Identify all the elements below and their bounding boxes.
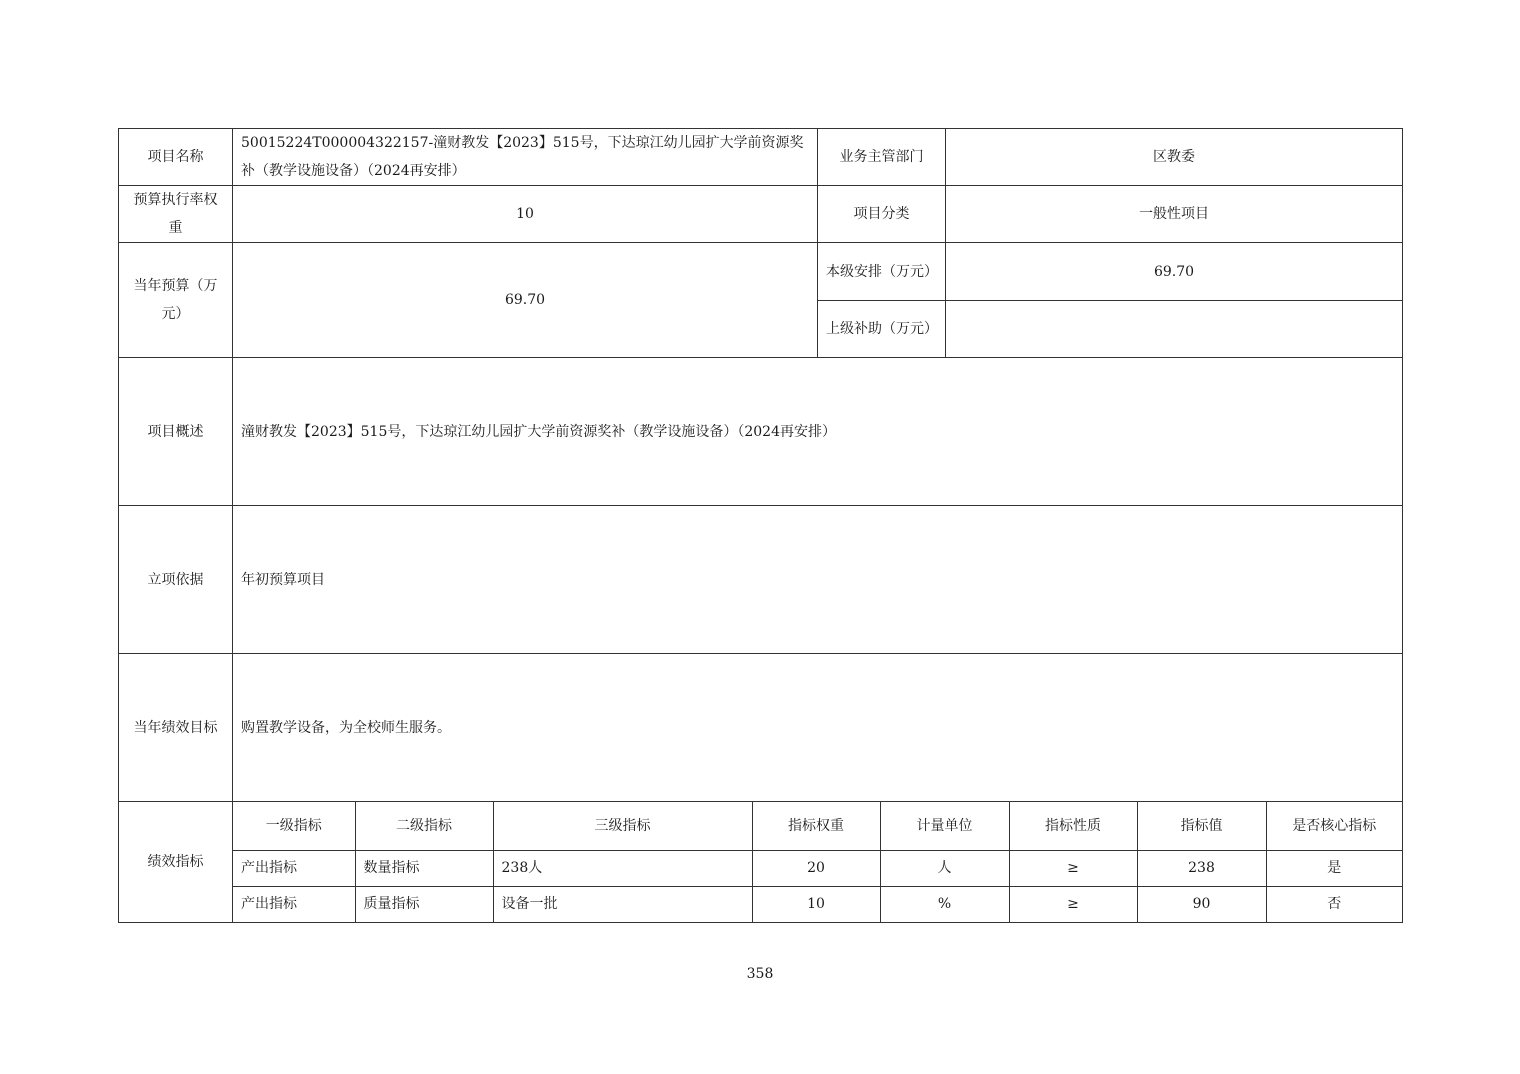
row-overview <box>119 358 1403 506</box>
indicators-header-row <box>233 802 1402 850</box>
row-project-name <box>119 129 1403 186</box>
exec-weight-value: 10 <box>233 186 818 243</box>
cell-level3: 设备一批 <box>493 886 752 922</box>
dept-label: 业务主管部门 <box>818 129 946 186</box>
cell-unit: % <box>880 886 1009 922</box>
budget-value: 69.70 <box>233 243 818 358</box>
row-basis <box>119 506 1403 654</box>
row-exec-weight <box>119 186 1403 243</box>
cell-core: 是 <box>1266 850 1402 886</box>
row-budget <box>119 243 1403 301</box>
indicators-label: 绩效指标 <box>119 802 233 923</box>
cell-level2: 质量指标 <box>355 886 493 922</box>
cell-value: 90 <box>1137 886 1266 922</box>
cell-value: 238 <box>1137 850 1266 886</box>
cell-level2: 数量指标 <box>355 850 493 886</box>
page-number: 358 <box>746 966 774 982</box>
header-core: 是否核心指标 <box>1266 802 1402 850</box>
goal-value: 购置教学设备，为全校师生服务。 <box>233 654 1403 802</box>
cell-weight: 20 <box>752 850 880 886</box>
basis-label: 立项依据 <box>119 506 233 654</box>
header-unit: 计量单位 <box>880 802 1009 850</box>
row-indicators <box>119 802 1403 923</box>
local-label: 本级安排（万元） <box>818 243 946 301</box>
header-level3: 三级指标 <box>493 802 752 850</box>
header-value: 指标值 <box>1137 802 1266 850</box>
cell-level3: 238人 <box>493 850 752 886</box>
indicators-table <box>233 802 1402 922</box>
table-row <box>233 886 1402 922</box>
header-level2: 二级指标 <box>355 802 493 850</box>
basis-value: 年初预算项目 <box>233 506 1403 654</box>
cell-weight: 10 <box>752 886 880 922</box>
project-name-label: 项目名称 <box>119 129 233 186</box>
exec-weight-label: 预算执行率权重 <box>119 186 233 243</box>
goal-label: 当年绩效目标 <box>119 654 233 802</box>
indicators-cell <box>233 802 1403 923</box>
overview-label: 项目概述 <box>119 358 233 506</box>
upper-value <box>946 301 1403 358</box>
row-goal <box>119 654 1403 802</box>
header-level1: 一级指标 <box>233 802 355 850</box>
category-label: 项目分类 <box>818 186 946 243</box>
dept-value: 区教委 <box>946 129 1403 186</box>
cell-core: 否 <box>1327 896 1342 913</box>
upper-label: 上级补助（万元） <box>818 301 946 358</box>
budget-label: 当年预算（万元） <box>119 243 233 358</box>
overview-value: 潼财教发【2023】515号，下达琼江幼儿园扩大学前资源奖补（教学设施设备）（2024再安排） <box>233 358 1403 506</box>
project-name-value: 50015224T000004322157-潼财教发【2023】515号，下达琼江幼儿园扩大学前资源奖补（教学设施设备）（2024再安排） <box>233 129 818 186</box>
cell-level1: 产出指标 <box>233 886 355 922</box>
category-value: 一般性项目 <box>946 186 1403 243</box>
header-nature: 指标性质 <box>1009 802 1137 850</box>
cell-level1: 产出指标 <box>233 850 355 886</box>
local-value: 69.70 <box>946 243 1403 301</box>
cell-nature: ≥ <box>1009 886 1137 922</box>
cell-unit: 人 <box>880 850 1009 886</box>
header-weight: 指标权重 <box>752 802 880 850</box>
project-table <box>118 128 1403 923</box>
table-row <box>233 850 1402 886</box>
cell-nature: ≥ <box>1009 850 1137 886</box>
